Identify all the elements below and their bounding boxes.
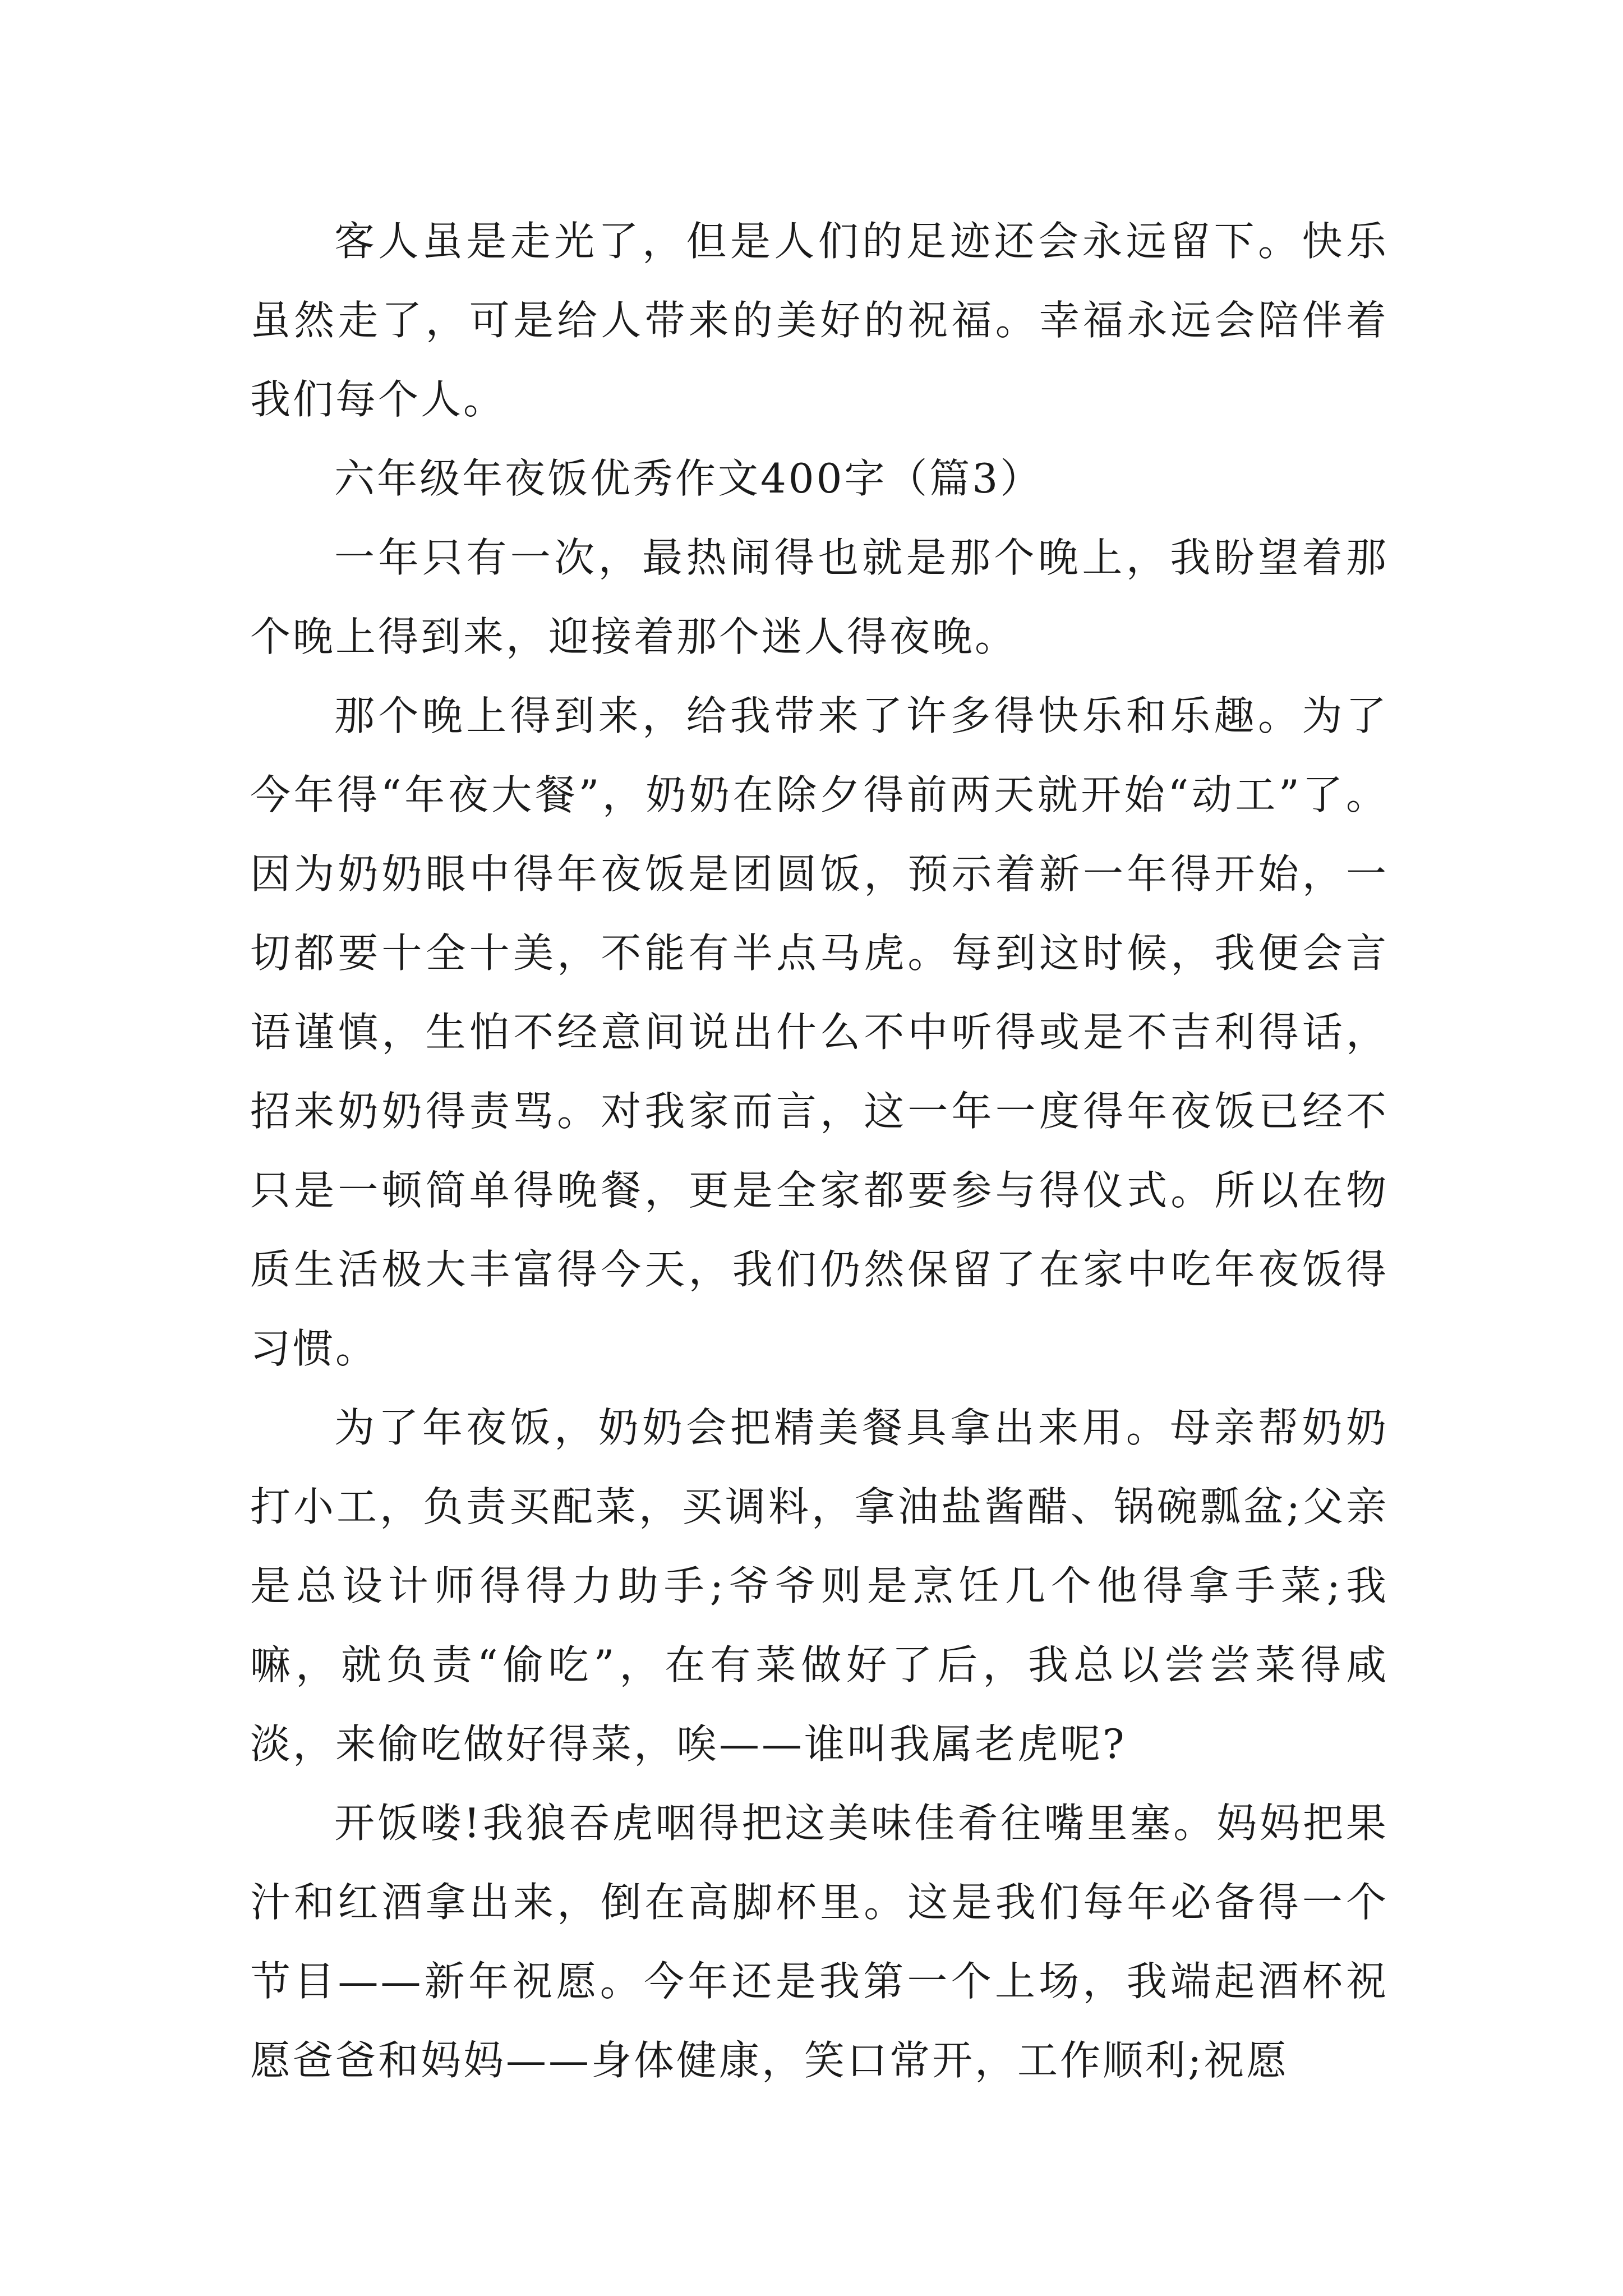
paragraph-4: 为了年夜饭，奶奶会把精美餐具拿出来用。母亲帮奶奶打小工，负责买配菜，买调料，拿油盐酱醋、锅碗瓢盆;父亲是总设计师得得力助手;爷爷则是烹饪几个他得拿手菜;我嘛，就负责“偷吃”，在有菜做好了后，我总以尝尝菜得咸淡，来偷吃做好得菜，唉——谁叫我属老虎呢? (250, 1404, 1389, 1768)
paragraph-3: 那个晚上得到来，给我带来了许多得快乐和乐趣。为了今年得“年夜大餐”，奶奶在除夕得前两天就开始“动工”了。因为奶奶眼中得年夜饭是团圆饭，预示着新一年得开始，一切都要十全十美，不能有半点马虎。每到这时候，我便会言语谨慎，生怕不经意间说出什么不中听得或是不吉利得话，招来奶奶得责骂。对我家而言，这一年一度得年夜饭已经不只是一顿简单得晚餐，更是全家都要参与得仪式。所以在物质生活极大丰富得今天，我们仍然保留了在家中吃年夜饭得习惯。 (250, 692, 1389, 1372)
paragraph-2: 一年只有一次，最热闹得也就是那个晚上，我盼望着那个晚上得到来，迎接着那个迷人得夜晚。 (250, 534, 1389, 660)
document-body (250, 202, 1389, 2100)
paragraph-1: 客人虽是走光了，但是人们的足迹还会永远留下。快乐虽然走了，可是给人带来的美好的祝福。幸福永远会陪伴着我们每个人。 (250, 218, 1389, 423)
section-heading: 六年级年夜饭优秀作文400字（篇3） (334, 455, 1043, 502)
paragraph-5: 开饭喽!我狼吞虎咽得把这美味佳肴往嘴里塞。妈妈把果汁和红酒拿出来，倒在高脚杯里。这是我们每年必备得一个节目——新年祝愿。今年还是我第一个上场，我端起酒杯祝愿爸爸和妈妈——身体健康，笑口常开，工作顺利;祝愿 (250, 1800, 1389, 2084)
